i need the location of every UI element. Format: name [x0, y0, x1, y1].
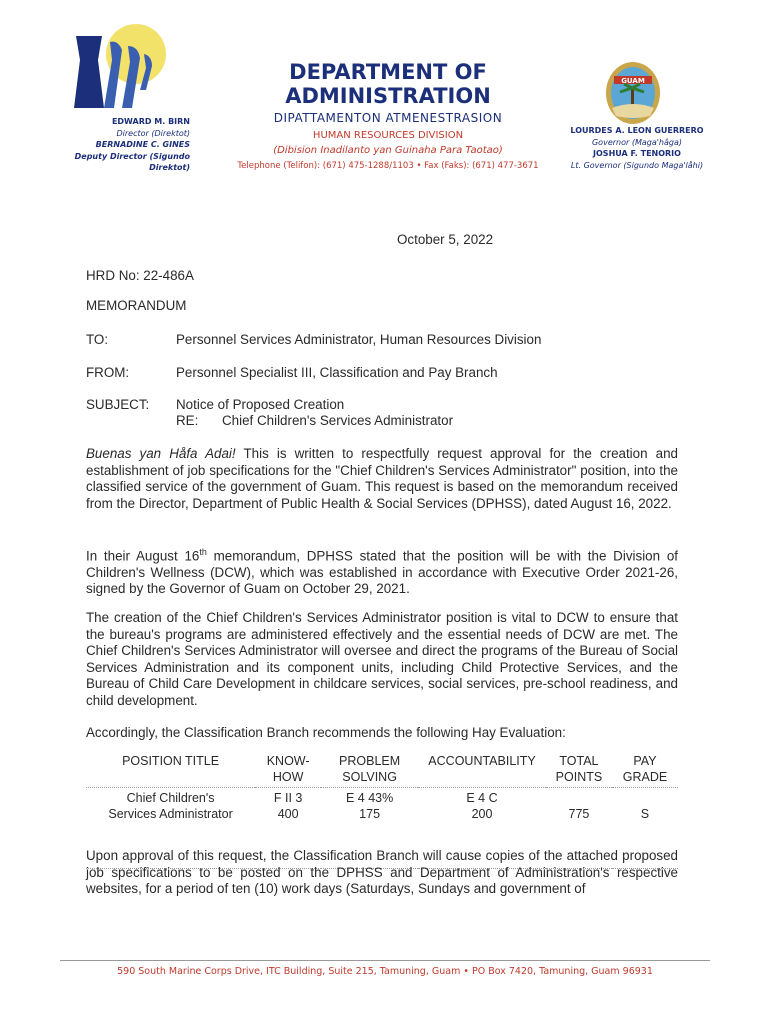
official-name: EDWARD M. BIRN — [111, 117, 190, 126]
department-subtitle: DIPATTAMENTON ATMENESTRASION — [273, 111, 503, 125]
contact-line: Telephone (Telifon): (671) 475-1288/1103 • Fax (Faks): (671) 477-3671 — [237, 161, 539, 171]
official-name: LOURDES A. LEON GUERRERO — [570, 126, 704, 135]
table-header-row — [86, 751, 678, 788]
division-name: HUMAN RESOURCES DIVISION — [312, 130, 464, 141]
memo-date: October 5, 2022 — [397, 232, 494, 247]
department-logo — [58, 20, 178, 110]
cell-position-title: Chief Children's Services Administrator — [86, 788, 255, 869]
paragraph-1: Buenas yan Håfa Adai! This is written to respectfully request approval for the creation and establishment of job specifications for the "Chief Children's Services Administrator" position, into the classified service of the government of Guam. This request is based on the memorandum received from the Director, Department of Public Health & Social Services (DPHSS), dated August 16, 2022. — [86, 446, 678, 511]
header-problem-solving: PROBLEM SOLVING — [321, 751, 418, 788]
from-value: Personnel Specialist III, Classification and Pay Branch — [176, 365, 498, 380]
paragraph-4: Accordingly, the Classification Branch recommends the following Hay Evaluation: — [86, 725, 566, 740]
re-label: RE: — [176, 413, 199, 428]
memo-heading: MEMORANDUM — [86, 298, 187, 313]
cell-know-how: F II 3 400 — [255, 788, 321, 869]
subject-label: SUBJECT: — [86, 397, 150, 412]
paragraph-2: In their August 16th memorandum, DPHSS stated that the position will be with the Division of Children's Wellness (DCW), which was established in accordance with Executive Order 2021-26, signed by the Governor of Guam on October 29, 2021. — [86, 547, 678, 597]
header-know-how: KNOW- HOW — [255, 751, 321, 788]
official-name: BERNADINE C. GINES — [95, 140, 190, 149]
official-title: Deputy Director (Sigundo Direktot) — [74, 151, 190, 172]
seal-text: GUAM — [621, 77, 645, 85]
cell-total-points: 775 — [546, 788, 612, 869]
cell-pay-grade: S — [612, 788, 678, 869]
official-name: JOSHUA F. TENORIO — [593, 149, 681, 158]
paragraph-3: The creation of the Chief Children's Services Administrator position is vital to DCW to ensure that the bureau's programs are administered effectively and the essential needs of DCW are met. The Chief Children's Services Administrator will oversee and direct the programs of the Bureau of Social Services Administration and its component units, including Child Protective Services, and the Bureau of Child Care Development in childcare services, social services, pre-school readiness, and child development. — [86, 610, 678, 708]
header-pay-grade: PAY GRADE — [612, 751, 678, 788]
right-officials — [562, 125, 712, 171]
left-officials — [40, 116, 190, 174]
header-total-points: TOTAL POINTS — [546, 751, 612, 788]
cell-problem-solving: E 4 43% 175 — [321, 788, 418, 869]
cell-accountability: E 4 C 200 — [418, 788, 546, 869]
header-accountability: ACCOUNTABILITY — [418, 751, 546, 788]
official-title: Lt. Governor (Sigundo Maga'låhi) — [570, 160, 704, 170]
greeting: Buenas yan Håfa Adai! — [86, 446, 236, 461]
official-title: Director (Direktot) — [116, 128, 190, 138]
header-position-title: POSITION TITLE — [86, 751, 255, 788]
paragraph-5: Upon approval of this request, the Classification Branch will cause copies of the attached proposed job specifications to be posted on the DPHSS and Department of Administration's respective websites, for a period of ten (10) work days (Saturdays, Sundays and government of — [86, 848, 678, 896]
guam-seal-icon — [600, 60, 666, 126]
division-alt-name: (Dibision Inadilanto yan Guinaha Para Taotao) — [273, 145, 503, 156]
re-value: Chief Children's Services Administrator — [222, 413, 454, 428]
from-label: FROM: — [86, 365, 130, 380]
hrd-number: HRD No: 22-486A — [86, 268, 194, 283]
subject-value: Notice of Proposed Creation — [176, 397, 345, 412]
to-label: TO: — [86, 332, 109, 347]
department-title: DEPARTMENT OF ADMINISTRATION — [285, 60, 491, 108]
footer-address: 590 South Marine Corps Drive, ITC Building, Suite 215, Tamuning, Guam • PO Box 7420, Tamuning, Guam 96931 — [117, 966, 653, 977]
footer-divider — [60, 960, 710, 961]
to-value: Personnel Services Administrator, Human Resources Division — [176, 332, 542, 347]
official-title: Governor (Maga'hâga) — [591, 137, 682, 147]
